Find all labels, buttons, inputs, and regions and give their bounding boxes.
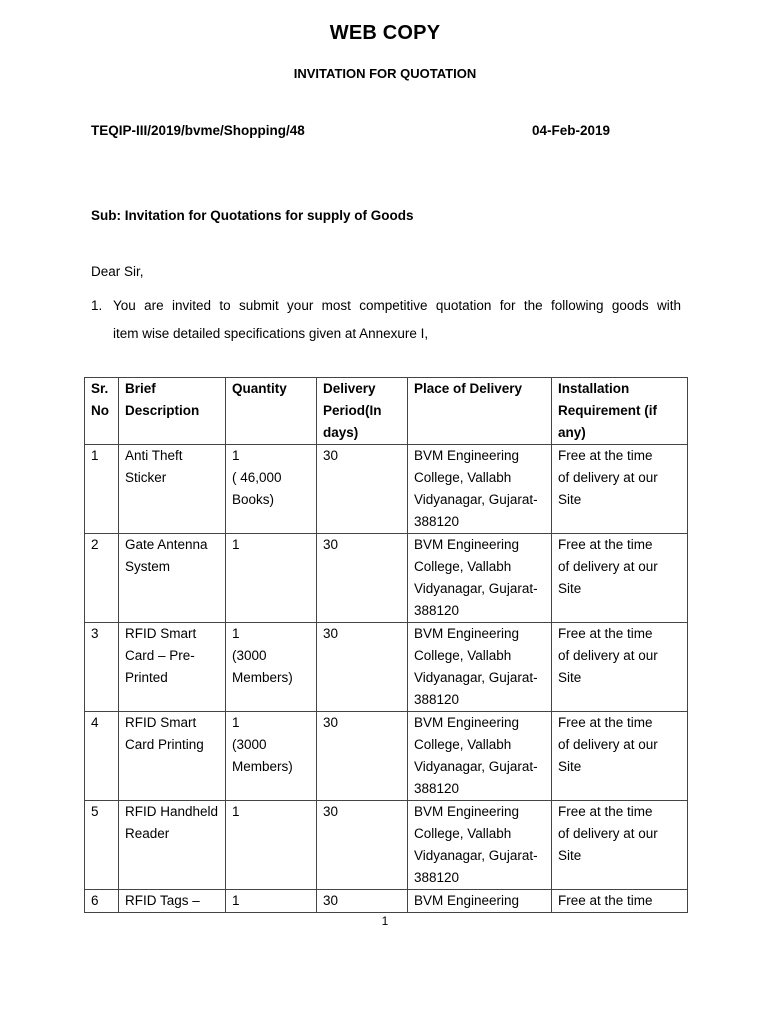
cell-line: of delivery at our xyxy=(558,648,658,663)
page-number: 1 xyxy=(381,914,389,928)
cell-quantity xyxy=(226,890,317,913)
cell-line: 30 xyxy=(323,448,339,463)
cell-line: Members) xyxy=(232,670,293,685)
cell-line: Site xyxy=(558,670,582,685)
cell-line: Sticker xyxy=(125,470,167,485)
cell-line: 30 xyxy=(323,626,339,641)
table-header xyxy=(85,378,688,445)
cell-line: Free at the time xyxy=(558,537,653,552)
header-line: Place of Delivery xyxy=(414,381,523,396)
header-line: Delivery xyxy=(323,381,376,396)
cell-installation xyxy=(552,890,688,913)
cell-delivery-period xyxy=(317,712,408,801)
cell-line: BVM Engineering xyxy=(414,804,520,819)
cell-line: RFID Tags – xyxy=(125,893,200,908)
cell-description xyxy=(119,712,226,801)
cell-line: Site xyxy=(558,492,582,507)
header-line: Sr. xyxy=(91,381,109,396)
header-line: Installation xyxy=(558,381,630,396)
cell-line: RFID Smart xyxy=(125,626,197,641)
cell-line: 3 xyxy=(91,626,99,641)
cell-line: BVM Engineering xyxy=(414,626,520,641)
table-row xyxy=(85,801,688,890)
cell-description xyxy=(119,890,226,913)
cell-description xyxy=(119,801,226,890)
cell-line: of delivery at our xyxy=(558,737,658,752)
cell-line: 388120 xyxy=(414,870,460,885)
cell-line: Gate Antenna xyxy=(125,537,208,552)
cell-line: Vidyanagar, Gujarat- xyxy=(414,581,538,596)
cell-place-of-delivery xyxy=(408,534,552,623)
cell-line: BVM Engineering xyxy=(414,715,520,730)
cell-sr-no xyxy=(85,801,119,890)
table-row xyxy=(85,712,688,801)
cell-description xyxy=(119,445,226,534)
cell-line: Reader xyxy=(125,826,170,841)
cell-line: RFID Smart xyxy=(125,715,197,730)
cell-line: BVM Engineering xyxy=(414,448,520,463)
header-line: Period(In xyxy=(323,403,382,418)
table-row xyxy=(85,890,688,913)
goods-table xyxy=(84,377,688,913)
cell-line: Site xyxy=(558,759,582,774)
paragraph-number: 1. xyxy=(91,298,103,313)
cell-line: System xyxy=(125,559,171,574)
cell-line: 388120 xyxy=(414,781,460,796)
salutation: Dear Sir, xyxy=(91,264,144,279)
cell-line: Free at the time xyxy=(558,626,653,641)
cell-installation xyxy=(552,801,688,890)
cell-line: Vidyanagar, Gujarat- xyxy=(414,492,538,507)
cell-line: 1 xyxy=(91,448,99,463)
subject-line: Sub: Invitation for Quotations for supply of Goods xyxy=(91,208,414,223)
cell-line: 30 xyxy=(323,804,339,819)
paragraph-line-2: item wise detailed specifications given at Annexure I, xyxy=(113,326,429,341)
cell-delivery-period xyxy=(317,445,408,534)
cell-line: 5 xyxy=(91,804,99,819)
cell-line: 1 xyxy=(232,448,240,463)
cell-line: 1 xyxy=(232,893,240,908)
cell-line: Printed xyxy=(125,670,168,685)
cell-line: ( 46,000 xyxy=(232,470,282,485)
cell-line: 1 xyxy=(232,804,240,819)
cell-quantity xyxy=(226,445,317,534)
cell-line: 388120 xyxy=(414,603,460,618)
cell-line: College, Vallabh xyxy=(414,559,512,574)
cell-line: 388120 xyxy=(414,514,460,529)
header-line: Quantity xyxy=(232,381,287,396)
header-line: days) xyxy=(323,425,359,440)
cell-line: Site xyxy=(558,581,582,596)
header-quantity xyxy=(226,378,317,445)
cell-sr-no xyxy=(85,890,119,913)
cell-description xyxy=(119,623,226,712)
cell-line: Books) xyxy=(232,492,275,507)
cell-line: Site xyxy=(558,848,582,863)
cell-installation xyxy=(552,534,688,623)
reference-date: 04-Feb-2019 xyxy=(532,123,611,138)
cell-line: (3000 xyxy=(232,737,267,752)
cell-installation xyxy=(552,623,688,712)
reference-number: TEQIP-III/2019/bvme/Shopping/48 xyxy=(91,123,305,138)
cell-line: 6 xyxy=(91,893,99,908)
cell-line: Free at the time xyxy=(558,893,653,908)
cell-delivery-period xyxy=(317,801,408,890)
cell-sr-no xyxy=(85,623,119,712)
paragraph-line-1: You are invited to submit your most competitive quotation for the following goods with xyxy=(113,298,681,313)
cell-place-of-delivery xyxy=(408,445,552,534)
cell-line: BVM Engineering xyxy=(414,537,520,552)
cell-line: BVM Engineering xyxy=(414,893,520,908)
header-line: Brief xyxy=(125,381,156,396)
header-description xyxy=(119,378,226,445)
header-row xyxy=(85,378,688,445)
cell-delivery-period xyxy=(317,890,408,913)
cell-place-of-delivery xyxy=(408,801,552,890)
cell-description xyxy=(119,534,226,623)
cell-line: Members) xyxy=(232,759,293,774)
header-delivery-period xyxy=(317,378,408,445)
cell-quantity xyxy=(226,712,317,801)
cell-installation xyxy=(552,712,688,801)
header-line: Requirement (if xyxy=(558,403,658,418)
cell-line: of delivery at our xyxy=(558,470,658,485)
cell-sr-no xyxy=(85,712,119,801)
table-body xyxy=(85,445,688,913)
cell-line: 4 xyxy=(91,715,99,730)
cell-line: College, Vallabh xyxy=(414,826,512,841)
table-row xyxy=(85,445,688,534)
cell-line: 388120 xyxy=(414,692,460,707)
cell-line: 30 xyxy=(323,715,339,730)
cell-line: Free at the time xyxy=(558,804,653,819)
cell-line: of delivery at our xyxy=(558,826,658,841)
header-installation xyxy=(552,378,688,445)
cell-installation xyxy=(552,445,688,534)
document-title: WEB COPY xyxy=(329,22,441,44)
cell-line: Vidyanagar, Gujarat- xyxy=(414,848,538,863)
header-line: Description xyxy=(125,403,200,418)
cell-line: Vidyanagar, Gujarat- xyxy=(414,670,538,685)
cell-line: Card – Pre- xyxy=(125,648,195,663)
cell-line: 2 xyxy=(91,537,99,552)
table-row xyxy=(85,623,688,712)
cell-line: Free at the time xyxy=(558,715,653,730)
cell-line: of delivery at our xyxy=(558,559,658,574)
cell-place-of-delivery xyxy=(408,890,552,913)
cell-line: College, Vallabh xyxy=(414,470,512,485)
cell-quantity xyxy=(226,623,317,712)
cell-line: 1 xyxy=(232,715,240,730)
document-subtitle: INVITATION FOR QUOTATION xyxy=(293,66,477,81)
header-line: any) xyxy=(558,425,586,440)
cell-line: 1 xyxy=(232,626,240,641)
cell-line: (3000 xyxy=(232,648,267,663)
cell-line: College, Vallabh xyxy=(414,737,512,752)
cell-line: 1 xyxy=(232,537,240,552)
cell-line: Vidyanagar, Gujarat- xyxy=(414,759,538,774)
cell-quantity xyxy=(226,534,317,623)
cell-sr-no xyxy=(85,445,119,534)
header-place-of-delivery xyxy=(408,378,552,445)
cell-line: 30 xyxy=(323,893,339,908)
cell-quantity xyxy=(226,801,317,890)
cell-line: Free at the time xyxy=(558,448,653,463)
cell-delivery-period xyxy=(317,623,408,712)
cell-sr-no xyxy=(85,534,119,623)
cell-delivery-period xyxy=(317,534,408,623)
header-sr-no xyxy=(85,378,119,445)
table-row xyxy=(85,534,688,623)
header-line: No xyxy=(91,403,109,418)
cell-line: 30 xyxy=(323,537,339,552)
cell-line: Card Printing xyxy=(125,737,204,752)
cell-line: College, Vallabh xyxy=(414,648,512,663)
cell-place-of-delivery xyxy=(408,623,552,712)
cell-line: Anti Theft xyxy=(125,448,183,463)
cell-place-of-delivery xyxy=(408,712,552,801)
cell-line: RFID Handheld xyxy=(125,804,219,819)
